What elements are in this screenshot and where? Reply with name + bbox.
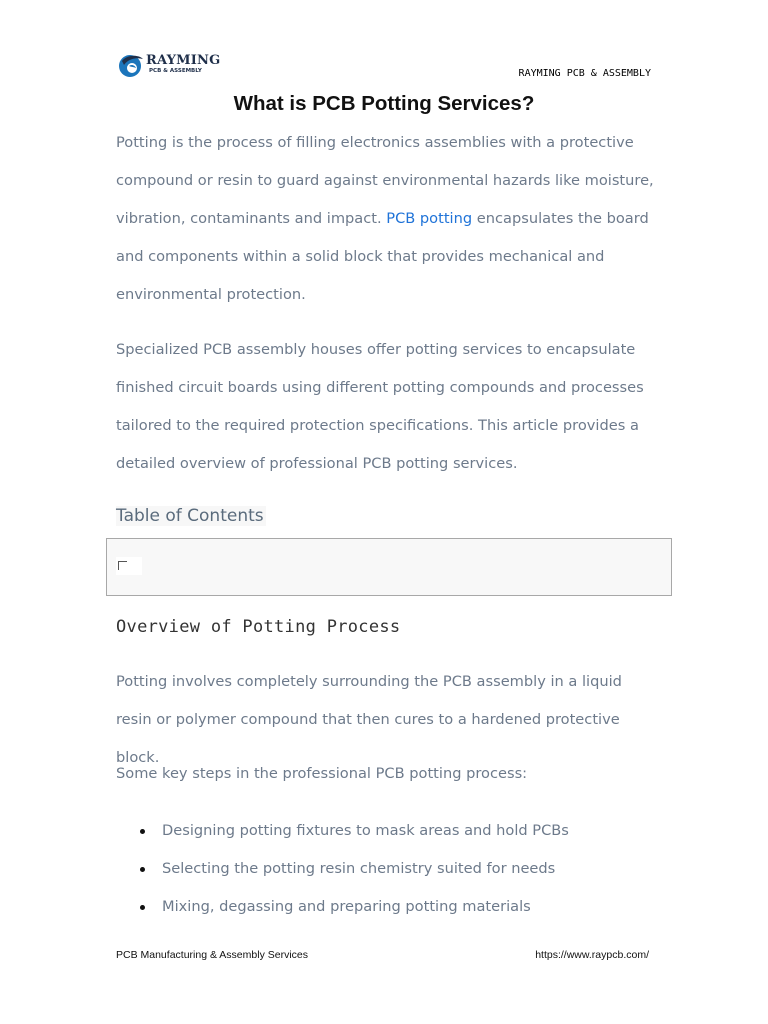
toc-box xyxy=(106,538,672,596)
running-header: RAYMING PCB & ASSEMBLY xyxy=(518,68,651,79)
pcb-potting-link[interactable]: PCB potting xyxy=(386,210,473,227)
company-logo xyxy=(116,51,221,81)
intro-text-2: encapsulates the board and components within a solid block that provides mechanical and environmental protection. xyxy=(116,210,649,303)
collapse-toggle-icon[interactable] xyxy=(116,557,142,575)
intro-text-1: Potting is the process of filling electronics assemblies with a protective compound or resin to guard against environmental hazards like moisture, vibration, contaminants and impact. xyxy=(116,134,654,227)
logo-mark-icon xyxy=(116,51,144,79)
overview-paragraph: Potting involves completely surrounding the PCB assembly in a liquid resin or polymer compound that then cures to a hardened protective block. xyxy=(116,673,622,766)
services-paragraph: Specialized PCB assembly houses offer potting services to encapsulate finished circuit boards using different potting compounds and processes tailored to the required protection specifications. This article provides a detailed overview of professional PCB potting services. xyxy=(116,341,644,472)
list-item-text: Designing potting fixtures to mask areas and hold PCBs xyxy=(162,822,569,839)
list-item-text: Mixing, degassing and preparing potting materials xyxy=(162,898,531,915)
logo-subtitle: PCB & ASSEMBLY xyxy=(149,68,202,74)
list-item-text: Selecting the potting resin chemistry suited for needs xyxy=(162,860,556,877)
footer-url-link[interactable]: https://www.raypcb.com/ xyxy=(535,949,649,961)
bullet-icon xyxy=(140,829,145,834)
footer-left-text: PCB Manufacturing & Assembly Services xyxy=(116,949,308,961)
list-item xyxy=(0,888,768,926)
steps-intro-paragraph: Some key steps in the professional PCB potting process: xyxy=(116,765,528,782)
list-item xyxy=(0,812,768,850)
toc-heading: Table of Contents xyxy=(116,506,264,526)
bullet-icon xyxy=(140,905,145,910)
intro-paragraph xyxy=(116,124,661,314)
bullet-icon xyxy=(140,867,145,872)
page-title: What is PCB Potting Services? xyxy=(233,92,535,115)
logo-name: RAYMING xyxy=(146,53,221,68)
list-item xyxy=(0,850,768,888)
section-heading: Overview of Potting Process xyxy=(116,617,401,637)
